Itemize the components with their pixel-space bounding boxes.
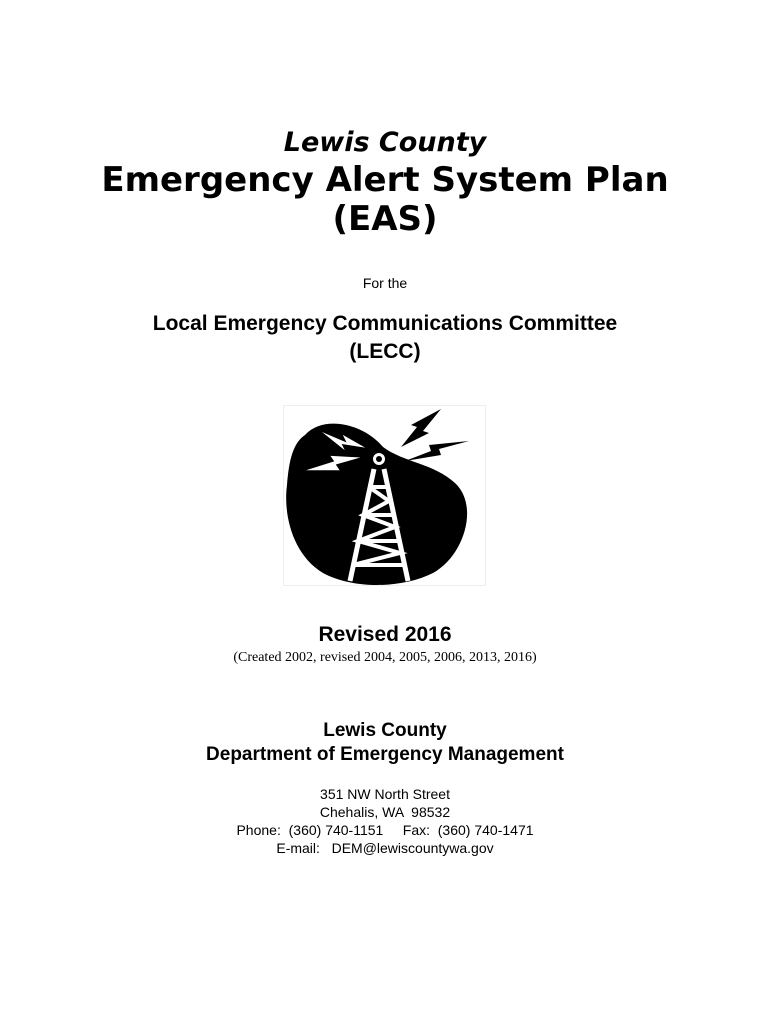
plan-acronym: (EAS) — [332, 199, 438, 239]
revised-heading: Revised 2016 — [318, 623, 452, 646]
department-county: Lewis County — [323, 720, 447, 741]
committee-acronym: (LECC) — [349, 340, 421, 363]
for-the-text: For the — [362, 275, 408, 291]
address-city: Chehalis, WA 98532 — [319, 804, 451, 820]
revision-history: (Created 2002, revised 2004, 2005, 2006, 2013, 2016) — [233, 650, 537, 665]
contact-phone-fax: Phone: (360) 740-1151 Fax: (360) 740-1471 — [236, 822, 534, 838]
contact-email: E-mail: DEM@lewiscountywa.gov — [276, 840, 494, 856]
department-name: Department of Emergency Management — [206, 744, 564, 765]
county-title: Lewis County — [283, 127, 487, 158]
committee-name: Local Emergency Communications Committee — [152, 312, 618, 335]
radio-tower-broadcast-icon — [283, 405, 486, 586]
plan-title: Emergency Alert System Plan — [101, 160, 669, 200]
address-street: 351 NW North Street — [320, 786, 450, 802]
